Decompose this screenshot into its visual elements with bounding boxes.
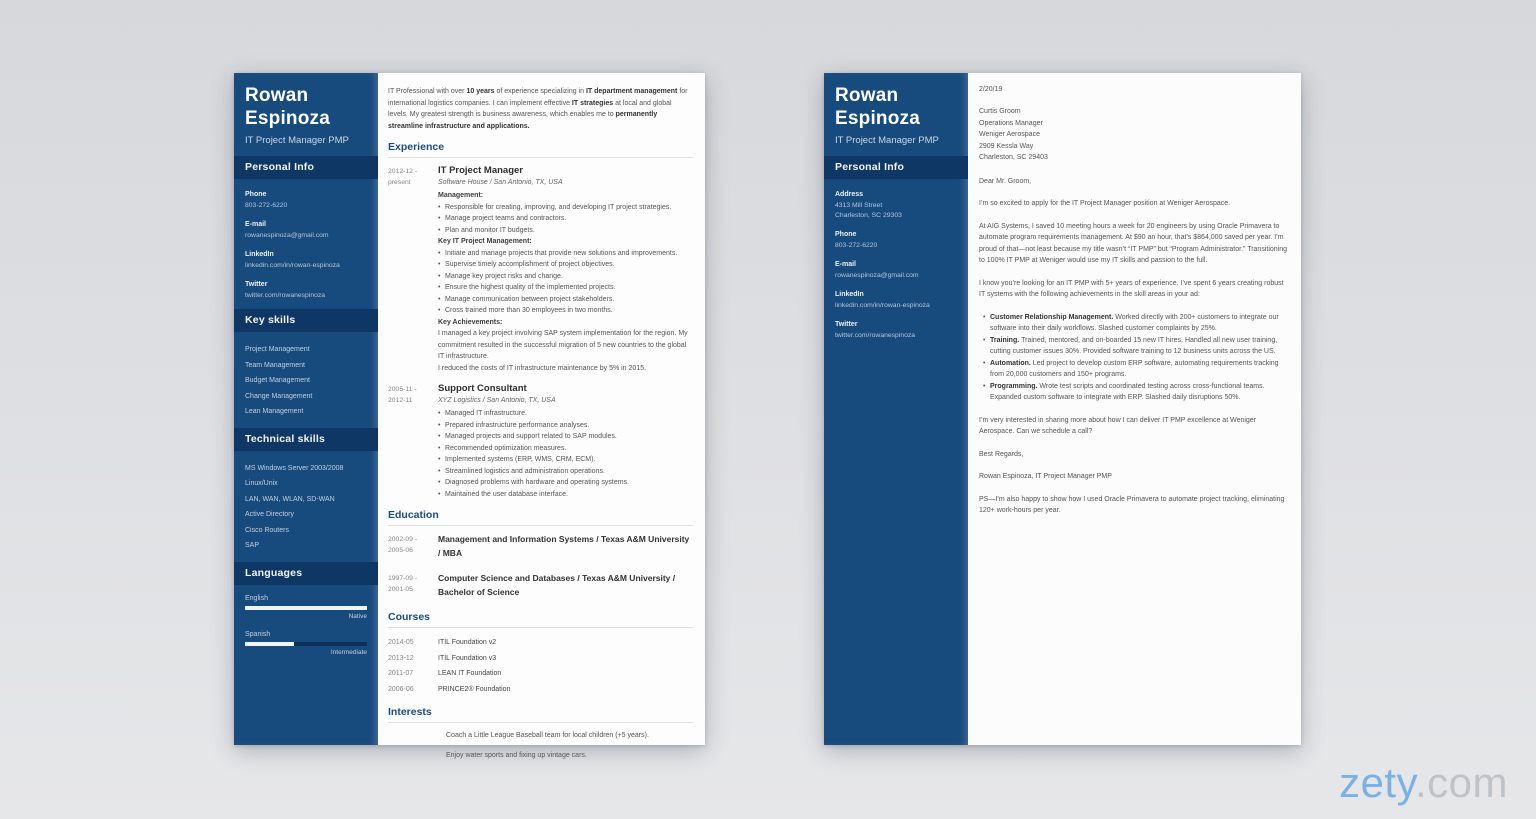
bullet-marker: • — [983, 313, 986, 321]
resume-name — [245, 85, 367, 130]
degree-title: Management and Information Systems / Texas A&M University / MBA — [438, 534, 690, 558]
summary-text: 10 years — [466, 88, 495, 95]
bullet-marker: • — [438, 307, 441, 314]
letter-paragraph: At AIG Systems, I saved 10 meeting hours a week for 20 engineers by using Oracle Primavera to automate program requirements management. At $90 an hour, that’s $864,000 saved per year. I’m proud of that—not least because my title wasn’t “IT PMP” but “Program Administrator.” Transitioning to 100% IT PMP at Weniger would use my IT skills and passion to the full. — [979, 222, 1288, 264]
contact-item — [245, 189, 367, 211]
resume-job-title: IT Project Manager PMP — [245, 135, 349, 146]
salutation: Dear Mr. Groom, — [979, 177, 1032, 185]
contact-item — [835, 319, 957, 341]
bullet-marker: • — [983, 359, 986, 367]
letter-bullet — [983, 358, 1287, 381]
bullet-marker: • — [438, 456, 441, 463]
recipient-line: 2909 Kessla Way — [979, 142, 1034, 150]
contact-label: LinkedIn — [835, 291, 864, 298]
date-to: 2001-05 — [388, 585, 413, 593]
language-bar — [245, 642, 367, 646]
contact-item — [835, 229, 957, 251]
interest-item: Enjoy water sports and fixing up vintage cars. — [446, 751, 587, 759]
skill-item: Team Management — [245, 361, 305, 369]
language-name: English — [245, 594, 268, 602]
contact-value: rowanespinoza@gmail.com — [835, 272, 919, 279]
bullet-item — [438, 259, 693, 271]
achievement-text: I managed a key project involving SAP system implementation for the region. My commitment resulted in the successful migration of 5 new countries to the global IT infrastructure. — [438, 330, 688, 360]
language-level: Intermediate — [330, 648, 367, 656]
courses-entries — [388, 635, 693, 697]
bullet-item — [438, 248, 693, 260]
contact-value: linkedin.com/in/rowan-espinoza — [245, 262, 340, 269]
letter-contact-list — [824, 189, 968, 341]
contact-label: Twitter — [835, 321, 858, 328]
course-date: 2014-05 — [388, 639, 414, 646]
skill-item: Active Directory — [245, 511, 295, 518]
bullet-marker: • — [983, 336, 986, 344]
contact-label: Twitter — [245, 281, 268, 288]
contact-value: twitter.com/rowanespinoza — [835, 332, 916, 339]
bullet-marker: • — [438, 444, 441, 452]
course-name: ITIL Foundation v2 — [438, 639, 497, 646]
resume-main — [378, 73, 705, 759]
bullet-marker: • — [438, 490, 441, 498]
summary-text: permanently streamline infrastructure and applications. — [388, 111, 658, 130]
course-name: LEAN IT Foundation — [438, 670, 502, 677]
contact-item — [245, 249, 367, 271]
letter-paragraph: I know you’re looking for an IT PMP with 5+ years of experience. I’ve spent 6 years creating robust IT systems with the following achievements in the skill areas in your ad: — [979, 279, 1284, 298]
course-entry — [388, 682, 693, 698]
summary-text: at local and global levels. My greatest strength is business awareness, which enables me to — [388, 99, 672, 118]
language-bar-fill — [245, 642, 294, 646]
bullet-marker: • — [438, 410, 441, 417]
recipient-line: Curtis Groom — [979, 108, 1021, 115]
date-from: 2005-11 - — [388, 386, 417, 393]
contact-item — [835, 289, 957, 311]
bullet-text: Ensure the highest quality of the implemented projects. — [445, 284, 616, 291]
course-date: 2013-12 — [388, 654, 414, 662]
skill-item: LAN, WAN, WLAN, SD-WAN — [245, 495, 335, 503]
letter-paragraph: I’m so excited to apply for the IT Project Manager position at Weniger Aerospace. — [979, 200, 1231, 207]
technical-skills-list — [234, 461, 378, 554]
contact-item — [245, 219, 367, 241]
zety-brand-text: zety — [1339, 759, 1415, 806]
summary-text: of experience specializing in — [494, 88, 586, 95]
resume-document — [234, 73, 705, 759]
entry-dates — [388, 165, 438, 374]
letter-job-title: IT Project Manager PMP — [835, 135, 939, 146]
bullet-marker: • — [438, 284, 441, 291]
key-skills-heading: Key skills — [234, 309, 378, 332]
contact-item — [835, 259, 957, 281]
job-title: IT Project Manager — [438, 165, 523, 176]
bullet-text: Diagnosed problems with hardware and operating systems. — [445, 479, 630, 486]
bullet-marker: • — [983, 382, 986, 390]
letter-sidebar — [824, 73, 968, 745]
bullet-text: Streamlined logistics and administration operations. — [445, 467, 605, 475]
date-to: 2005-06 — [388, 546, 413, 554]
bullet-lead: Automation. — [990, 359, 1033, 367]
entry-body — [438, 533, 693, 563]
bullet-marker: • — [438, 226, 441, 234]
skill-item: Project Management — [245, 346, 310, 353]
bullet-text: Implemented systems (ERP, WMS, CRM, ECM). — [445, 456, 596, 463]
letter-personal-info-heading: Personal Info — [824, 156, 968, 179]
bullet-marker: • — [438, 295, 441, 303]
bullet-item — [438, 454, 693, 466]
entry-dates — [388, 572, 438, 602]
courses-heading: Courses — [388, 611, 693, 628]
bullet-text: Responsible for creating, improving, and developing IT project strategies. — [445, 203, 672, 211]
bullet-lead: Customer Relationship Management. — [990, 313, 1116, 321]
languages-heading: Languages — [234, 562, 378, 585]
resume-first-name: Rowan — [245, 85, 309, 106]
entry-dates — [388, 383, 438, 500]
bullet-item — [438, 305, 693, 317]
bullet-item — [438, 282, 693, 294]
bullet-text: Recommended optimization measures. — [445, 444, 567, 452]
achievement-text: I reduced the costs of IT infrastructure maintenance by 5% in 2015. — [438, 364, 647, 372]
bullet-item — [438, 477, 693, 489]
date-from: 2012-12 - — [388, 168, 418, 175]
bullet-text: Supervise timely accomplishment of project objectives. — [445, 261, 615, 268]
skill-item: Lean Management — [245, 408, 304, 415]
bullet-marker: • — [438, 215, 441, 222]
bullet-text: Initiate and manage projects that provide new solutions and improvements. — [445, 249, 678, 257]
degree-title: Computer Science and Databases / Texas A&M University / Bachelor of Science — [438, 573, 676, 597]
course-name: ITIL Foundation v3 — [438, 654, 497, 662]
letter-last-name: Espinoza — [835, 107, 921, 129]
bullet-marker: • — [438, 203, 441, 211]
bullet-lead: Training. — [990, 336, 1022, 344]
bullet-item — [438, 489, 693, 501]
education-entries — [388, 533, 693, 602]
bullet-text: Maintained the user database interface. — [445, 490, 568, 498]
bullet-marker: • — [438, 479, 441, 486]
letter-paragraph: Rowan Espinoza, IT Project Manager PMP — [979, 473, 1112, 480]
bullet-text: Programming. Wrote test scripts and coordinated testing across cross-functional teams. Expanded custom software to integrate with ERP. Slashed daily disruptions 50%. — [990, 382, 1265, 401]
bullet-text: Prepared infrastructure performance analyses. — [445, 421, 590, 429]
resume-sidebar — [234, 73, 378, 745]
language-item — [245, 631, 367, 656]
bullet-text: Automation. Led project to develop custom ERP software, automating requirements tracking from 20,000 customers and 150+ programs. — [990, 359, 1279, 378]
resume-personal-info-heading: Personal Info — [234, 156, 378, 179]
recipient-block — [979, 106, 1287, 164]
course-entry — [388, 651, 693, 667]
recipient-line: Operations Manager — [979, 119, 1043, 127]
bullet-item — [438, 225, 693, 237]
contact-item — [245, 279, 367, 301]
cover-letter-document — [824, 73, 1301, 745]
group-label: Key IT Project Management: — [438, 238, 532, 245]
letter-bullet — [983, 381, 1287, 404]
bullet-text: Plan and monitor IT budgets. — [445, 226, 535, 234]
bullet-text: Cross trained more than 30 employees in two months. — [445, 307, 613, 314]
experience-entries — [388, 165, 693, 500]
entry-body — [438, 383, 693, 500]
date-to: 2012-11 — [388, 396, 413, 404]
technical-skills-heading: Technical skills — [234, 428, 378, 451]
letter-name — [835, 85, 957, 130]
contact-value: Charleston, SC 29303 — [835, 212, 902, 219]
contact-value: rowanespinoza@gmail.com — [245, 232, 329, 239]
skill-item: Budget Management — [245, 377, 310, 384]
contact-value: twitter.com/rowanespinoza — [245, 292, 326, 299]
interests-entries — [446, 730, 693, 761]
bullet-item — [438, 213, 693, 225]
key-skills-list — [234, 342, 378, 420]
bullet-marker: • — [438, 249, 441, 257]
bullet-item — [438, 408, 693, 420]
bullet-item — [438, 443, 693, 455]
letter-paragraph: PS—I’m also happy to show how I used Oracle Primavera to automate project tracking, eliminating 120+ work-hours per year. — [979, 495, 1285, 514]
language-bar — [245, 606, 367, 610]
contact-label: E-mail — [835, 261, 857, 268]
job-title: Support Consultant — [438, 383, 527, 394]
date-from: 1997-09 - — [388, 575, 418, 582]
course-date: 2011-07 — [388, 670, 414, 677]
bullet-text: Manage communication between project stakeholders. — [445, 295, 615, 303]
bullet-marker: • — [438, 261, 441, 268]
bullet-text: Managed IT infrastructure. — [445, 410, 527, 417]
date-from: 2002-09 - — [388, 536, 418, 543]
letter-paragraph: Best Regards, — [979, 450, 1024, 458]
letter-date: 2/20/19 — [979, 86, 1003, 93]
entry-body — [438, 165, 693, 374]
bullet-marker: • — [438, 467, 441, 475]
letter-body — [968, 73, 1301, 745]
experience-entry — [388, 383, 693, 500]
contact-label: Phone — [835, 231, 857, 238]
bullet-text: Customer Relationship Management. Worked directly with 200+ customers to integrate our software into their daily workflows. Slashed customer complaints by 25%. — [990, 313, 1279, 332]
date-to: present — [388, 178, 411, 186]
bullet-item — [438, 271, 693, 283]
interests-heading: Interests — [388, 706, 693, 723]
language-item — [245, 595, 367, 620]
bullet-text: Training. Trained, mentored, and on-boarded 15 new IT hires. Handled all new user training, cutting customer issues 30%. Provided software training to 12 business units across the US. — [990, 336, 1278, 355]
bullet-item — [438, 431, 693, 443]
skill-item: Linux/Unix — [245, 480, 278, 487]
summary-paragraph — [388, 86, 693, 132]
summary-text: for international logistics companies. I can implement effective — [388, 88, 688, 107]
contact-value: 803-272-6220 — [835, 242, 878, 249]
contact-value: 803-272-6220 — [245, 202, 288, 209]
interest-item: Coach a Little League Baseball team for local children (+5 years). — [446, 732, 649, 739]
summary-text: IT department management — [585, 88, 678, 95]
contact-label: LinkedIn — [245, 251, 274, 258]
recipient-line: Charleston, SC 29403 — [979, 154, 1048, 161]
job-company: Software House / San Antonio, TX, USA — [438, 179, 563, 186]
contact-value: linkedin.com/in/rowan-espinoza — [835, 302, 930, 309]
skill-item: SAP — [245, 542, 260, 549]
education-heading: Education — [388, 509, 693, 526]
bullet-marker: • — [438, 433, 441, 440]
recipient-line: Weniger Aerospace — [979, 131, 1040, 138]
education-entry — [388, 572, 693, 602]
experience-heading: Experience — [388, 141, 693, 158]
contact-label: Phone — [245, 191, 267, 198]
skill-item: Change Management — [245, 392, 313, 400]
skill-item: Cisco Routers — [245, 526, 289, 534]
bullet-text: Manage project teams and contractors. — [445, 215, 567, 222]
zety-domain-text: .com — [1414, 759, 1508, 806]
language-bar-fill — [245, 606, 367, 610]
group-label: Management: — [438, 192, 484, 199]
bullet-marker: • — [438, 421, 441, 429]
entry-dates — [388, 533, 438, 563]
course-name: PRINCE2® Foundation — [438, 685, 511, 693]
course-entry — [388, 635, 693, 651]
bullet-item — [438, 202, 693, 214]
letter-bullets — [979, 312, 1287, 404]
resume-contact-list — [234, 189, 378, 301]
language-name: Spanish — [245, 630, 271, 638]
letter-bullet — [983, 312, 1287, 335]
zety-watermark — [1339, 759, 1508, 807]
bullet-lead: Programming. — [990, 382, 1040, 390]
summary-text: IT strategies — [571, 99, 614, 107]
bullet-text: Managed projects and support related to SAP modules. — [445, 433, 617, 440]
course-date: 2006-06 — [388, 685, 414, 693]
course-entry — [388, 666, 693, 682]
contact-label: Address — [835, 191, 864, 198]
bullet-item — [438, 466, 693, 478]
letter-first-name: Rowan — [835, 85, 899, 106]
resume-last-name: Espinoza — [245, 107, 331, 129]
bullet-text: Manage key project risks and change. — [445, 272, 563, 280]
language-level: Native — [348, 612, 367, 620]
contact-item — [835, 189, 957, 221]
contact-value: 4313 Mill Street — [835, 202, 883, 209]
summary-text: IT Professional with over — [388, 88, 467, 95]
job-company: XYZ Logistics / San Antonio, TX, USA — [438, 397, 556, 404]
education-entry — [388, 533, 693, 563]
bullet-item — [438, 420, 693, 432]
letter-bullet — [983, 335, 1287, 358]
languages-list — [234, 595, 378, 656]
experience-entry — [388, 165, 693, 374]
bullet-marker: • — [438, 272, 441, 280]
bullet-item — [438, 294, 693, 306]
skill-item: MS Windows Server 2003/2008 — [245, 464, 344, 472]
group-label: Key Achievements: — [438, 318, 503, 326]
entry-body — [438, 572, 693, 602]
contact-label: E-mail — [245, 221, 267, 228]
letter-paragraph: I’m very interested in sharing more about how I can deliver IT PMP excellence at Weniger Aerospace. Can we schedule a call? — [979, 416, 1257, 435]
